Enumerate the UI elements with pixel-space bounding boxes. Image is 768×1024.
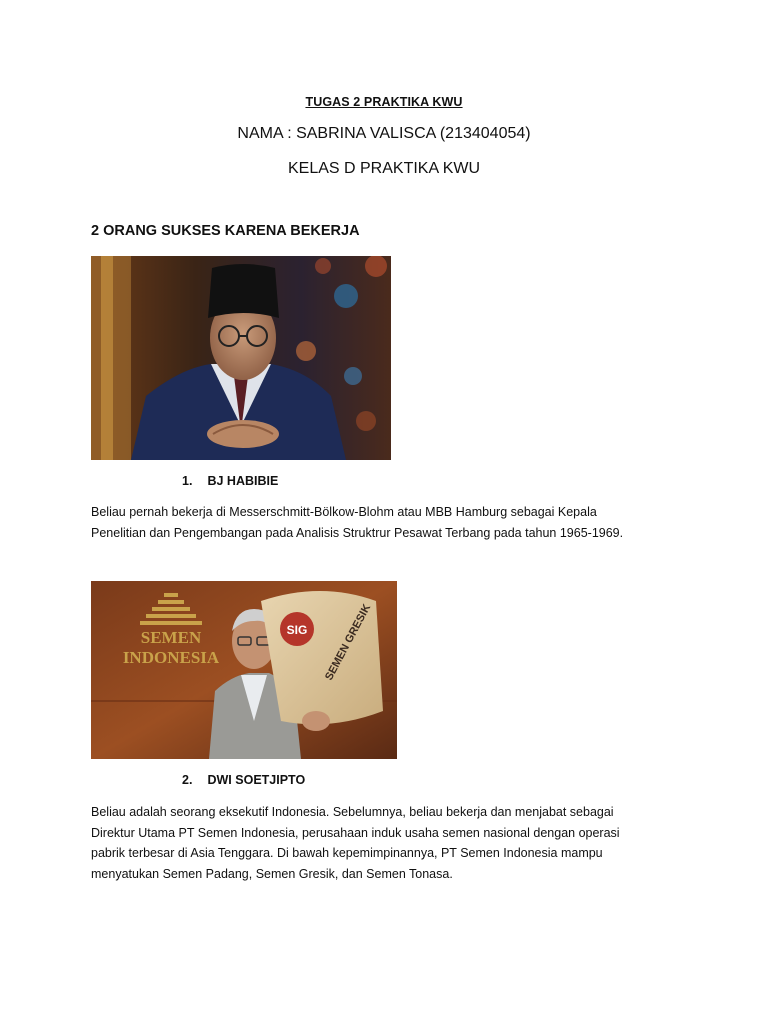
student-name: NAMA : SABRINA VALISCA (213404054) [237,125,531,142]
sign-text: INDONESIA [122,648,220,667]
paragraph-line: Beliau pernah bekerja di Messerschmitt-Bölkow-Blohm atau MBB Hamburg sebagai Kepala [91,505,597,519]
person-name: DWI SOETJIPTO [207,773,306,787]
class-name: KELAS D PRAKTIKA KWU [287,160,481,177]
habibie-photo [91,256,391,460]
bag-logo: SIG [286,623,308,637]
document-title: TUGAS 2 PRAKTIKA KWU [305,95,463,109]
paragraph-line: menyatukan Semen Padang, Semen Gresik, dan Semen Tonasa. [91,866,453,881]
sign-text: SEMEN [140,628,202,647]
portrait-photo-icon [91,581,397,759]
paragraph-line: Direktur Utama PT Semen Indonesia, perusahaan induk usaha semen nasional dengan operasi [91,825,620,840]
person-1-description [91,502,691,543]
bag-text: SEMEN GRESIK [323,602,374,683]
soetjipto-photo [91,581,397,759]
list-number: 2. [182,773,193,787]
person-name: BJ HABIBIE [207,474,279,488]
paragraph-line: Beliau adalah seorang eksekutif Indonesia. Sebelumnya, beliau bekerja dan menjabat sebagai [91,805,614,819]
person-1-title [182,474,278,488]
paragraph-line: Penelitian dan Pengembangan pada Analisis Struktrur Pesawat Terbang pada tahun 1965-1969. [91,525,624,540]
paragraph-line: pabrik terbesar di Asia Tenggara. Di bawah kepemimpinannya, PT Semen Indonesia mampu [91,846,603,860]
person-2-description [91,802,691,884]
portrait-photo-icon [91,256,391,460]
person-2-title [182,773,305,787]
list-number: 1. [182,474,193,488]
section-heading: 2 ORANG SUKSES KARENA BEKERJA [91,223,360,239]
